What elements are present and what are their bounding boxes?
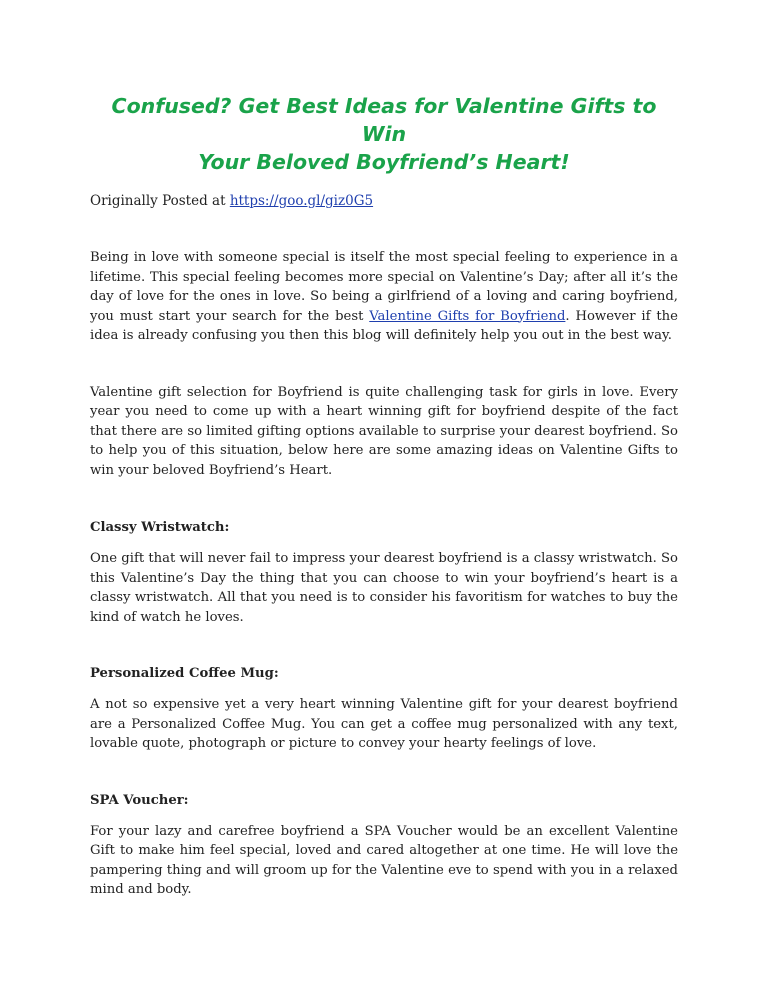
section-heading-spa-voucher: SPA Voucher:: [90, 792, 189, 808]
title-line-1: Confused? Get Best Ideas for Valentine Gifts to Win: [111, 94, 657, 146]
origin-prefix: Originally Posted at: [90, 193, 230, 209]
intro-paragraph: [90, 248, 678, 346]
title-line-2: Your Beloved Boyfriend’s Heart!: [198, 150, 570, 174]
intro-text-after-link: . However if the idea is already confusing you then this blog will definitely help you out in the best way.: [90, 308, 678, 343]
section-body-coffee-mug: A not so expensive yet a very heart winning Valentine gift for your dearest boyfriend are a Personalized Coffee Mug. You can get a coffee mug personalized with any text, lovable quote, photograph or picture to convey your hearty feelings of love.: [90, 697, 678, 751]
intro-text-before-link: Being in love with someone special is itself the most special feeling to experience in a lifetime. This special feeling becomes more special on Valentine’s Day; after all it’s the day of love for the ones in love. So being a girlfriend of a loving and caring boyfriend, you must start your search for the best: [90, 250, 678, 324]
section-heading-coffee-mug: Personalized Coffee Mug:: [90, 666, 279, 681]
section-body-spa-voucher: For your lazy and carefree boyfriend a SPA Voucher would be an excellent Valentine Gift to make him feel special, loved and cared altogether at one time. He will love the pampering thing and will groom up for the Valentine eve to spend with you in a relaxed mind and body.: [90, 823, 678, 897]
document-title: [90, 92, 678, 176]
origin-line: [90, 191, 678, 211]
paragraph-gift-selection: Valentine gift selection for Boyfriend is quite challenging task for girls in love. Every year you need to come up with a heart winning gift for boyfriend despite of the fact that there are so limited gifting options available to surprise your dearest boyfriend. So to help you of this situation, below here are some amazing ideas on Valentine Gifts to win your beloved Boyfriend’s Heart.: [90, 384, 678, 478]
valentine-gifts-link[interactable]: Valentine Gifts for Boyfriend: [369, 308, 566, 324]
section-body-wristwatch: One gift that will never fail to impress your dearest boyfriend is a classy wristwatch. So this Valentine’s Day the thing that you can choose to win your boyfriend’s heart is a classy wristwatch. All that you need is to consider his favoritism for watches to buy the kind of watch he loves.: [90, 551, 678, 625]
section-heading-wristwatch: Classy Wristwatch:: [90, 520, 230, 535]
origin-link[interactable]: https://goo.gl/giz0G5: [229, 193, 374, 209]
